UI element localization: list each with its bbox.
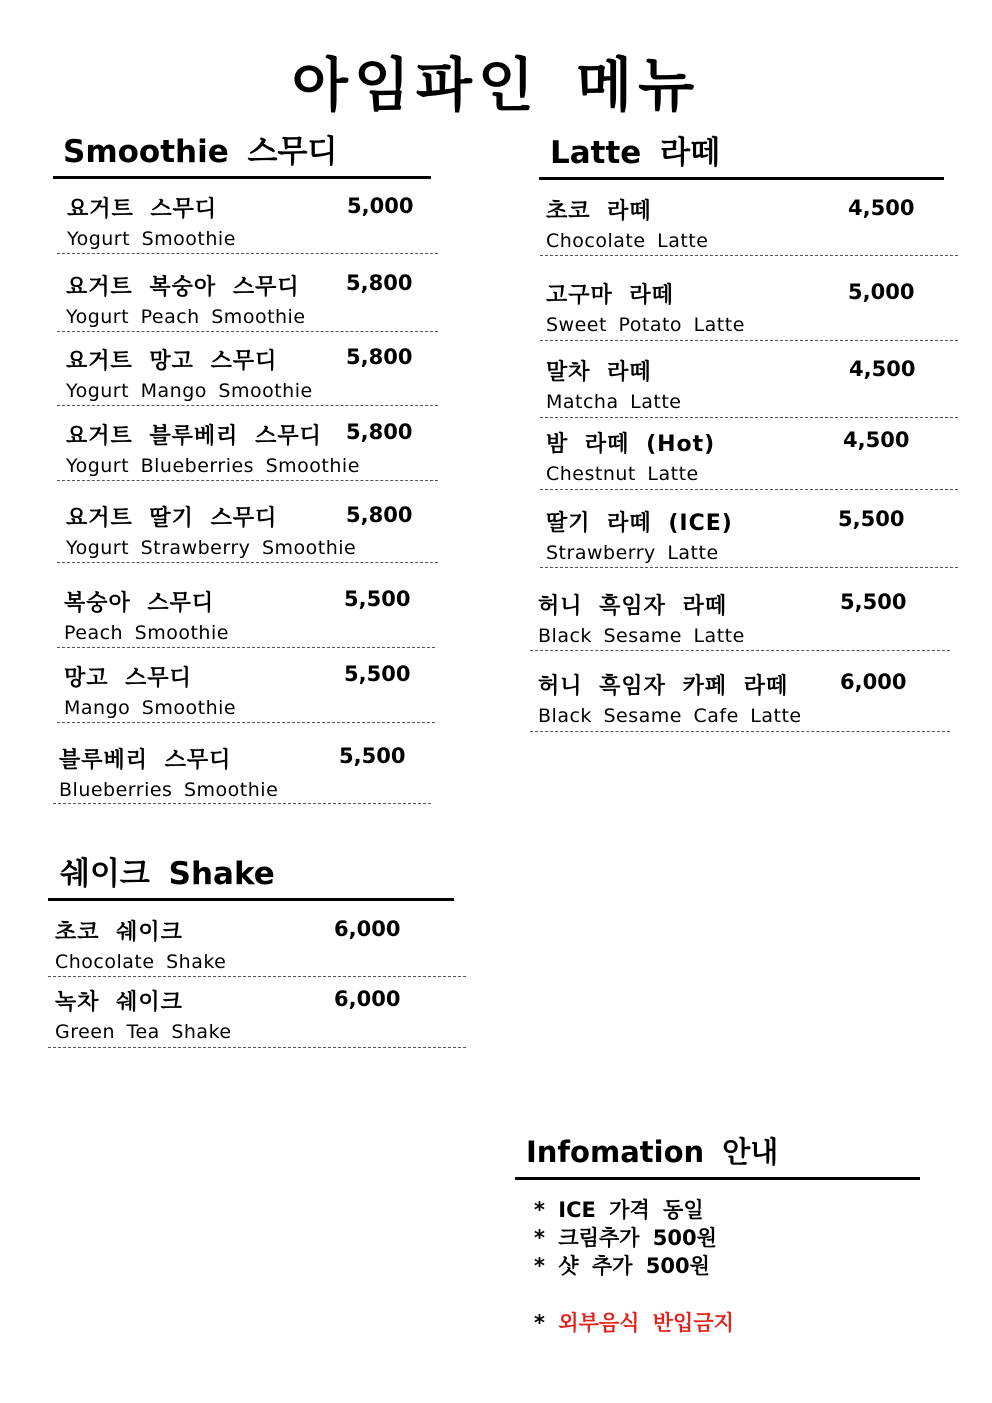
item-name-en: Chestnut Latte bbox=[546, 463, 699, 485]
info-line bbox=[534, 1194, 704, 1224]
dotted-divider bbox=[48, 976, 466, 977]
item-price: 4,500 bbox=[849, 357, 916, 381]
item-name-ko: 녹차 쉐이크 bbox=[55, 990, 183, 1015]
dotted-divider bbox=[57, 405, 438, 406]
item-price: 5,500 bbox=[339, 744, 406, 768]
menu-item bbox=[546, 278, 745, 336]
bullet: * bbox=[534, 1198, 545, 1222]
menu-item bbox=[538, 669, 802, 727]
latte-heading-rule bbox=[539, 177, 944, 180]
menu-item bbox=[67, 192, 236, 250]
item-name-ko: 딸기 라떼 (ICE) bbox=[546, 511, 733, 536]
item-name-en: Black Sesame Cafe Latte bbox=[538, 705, 802, 727]
info-text: 크림추가 500원 bbox=[558, 1226, 717, 1250]
item-name-en: Blueberries Smoothie bbox=[59, 779, 279, 801]
menu-item bbox=[546, 506, 733, 564]
bullet: * bbox=[534, 1226, 545, 1250]
menu-item bbox=[546, 427, 715, 485]
item-name-ko: 허니 흑임자 카페 라떼 bbox=[538, 674, 789, 699]
item-name-ko: 요거트 스무디 bbox=[67, 197, 218, 222]
info-line bbox=[534, 1250, 710, 1280]
info-warning bbox=[534, 1307, 734, 1337]
shake-heading-rule bbox=[48, 898, 454, 901]
item-name-ko: 복숭아 스무디 bbox=[64, 591, 215, 616]
item-price: 5,500 bbox=[344, 587, 411, 611]
item-name-en: Sweet Potato Latte bbox=[546, 314, 745, 336]
menu-item bbox=[64, 661, 236, 719]
info-text: 샷 추가 500원 bbox=[558, 1254, 710, 1278]
item-name-ko: 망고 스무디 bbox=[64, 666, 192, 691]
item-price: 4,500 bbox=[848, 196, 915, 220]
item-name-ko: 블루베리 스무디 bbox=[59, 748, 232, 773]
item-name-ko: 허니 흑임자 라떼 bbox=[538, 594, 728, 619]
menu-item bbox=[55, 915, 226, 973]
dotted-divider bbox=[57, 722, 435, 723]
dotted-divider bbox=[540, 489, 958, 490]
dotted-divider bbox=[530, 650, 950, 651]
menu-item bbox=[66, 270, 306, 328]
menu-item bbox=[546, 355, 681, 413]
item-name-ko: 요거트 딸기 스무디 bbox=[66, 506, 278, 531]
item-name-en: Mango Smoothie bbox=[64, 697, 237, 719]
item-price: 5,500 bbox=[838, 507, 905, 531]
page-title: 아임파인 메뉴 bbox=[291, 51, 701, 119]
item-price: 5,800 bbox=[346, 420, 413, 444]
menu-item bbox=[66, 344, 313, 402]
item-price: 5,800 bbox=[346, 345, 413, 369]
menu-item bbox=[546, 194, 708, 252]
item-name-ko: 요거트 망고 스무디 bbox=[66, 349, 278, 374]
item-price: 5,000 bbox=[848, 280, 915, 304]
menu-item bbox=[66, 501, 356, 559]
item-name-en: Yogurt Blueberries Smoothie bbox=[66, 455, 360, 477]
smoothie-heading-rule bbox=[53, 176, 431, 179]
item-name-en: Matcha Latte bbox=[546, 391, 682, 413]
info-heading: Infomation 안내 bbox=[526, 1135, 779, 1169]
menu-item bbox=[55, 985, 232, 1043]
dotted-divider bbox=[48, 1047, 466, 1048]
warning-text: 외부음식 반입금지 bbox=[558, 1311, 734, 1335]
item-name-ko: 고구마 라떼 bbox=[546, 283, 674, 308]
dotted-divider bbox=[53, 803, 431, 804]
item-name-ko: 초코 라떼 bbox=[546, 199, 652, 224]
item-name-en: Yogurt Peach Smoothie bbox=[66, 306, 306, 328]
item-name-en: Black Sesame Latte bbox=[538, 625, 745, 647]
dotted-divider bbox=[57, 253, 438, 254]
dotted-divider bbox=[540, 567, 958, 568]
item-name-ko: 밤 라떼 (Hot) bbox=[546, 432, 716, 457]
item-price: 6,000 bbox=[334, 987, 401, 1011]
item-price: 6,000 bbox=[840, 670, 907, 694]
shake-heading: 쉐이크 Shake bbox=[60, 856, 275, 892]
bullet: * bbox=[534, 1254, 545, 1278]
item-name-en: Chocolate Latte bbox=[546, 230, 709, 252]
info-text: ICE 가격 동일 bbox=[558, 1198, 704, 1222]
item-name-en: Green Tea Shake bbox=[55, 1021, 232, 1043]
item-name-ko: 요거트 복숭아 스무디 bbox=[66, 275, 300, 300]
item-price: 5,800 bbox=[346, 503, 413, 527]
dotted-divider bbox=[540, 417, 958, 418]
item-name-en: Yogurt Strawberry Smoothie bbox=[66, 537, 357, 559]
dotted-divider bbox=[57, 647, 435, 648]
dotted-divider bbox=[57, 480, 438, 481]
item-name-ko: 요거트 블루베리 스무디 bbox=[66, 424, 322, 449]
item-price: 5,800 bbox=[346, 271, 413, 295]
item-name-en: Strawberry Latte bbox=[546, 542, 719, 564]
item-price: 5,500 bbox=[840, 590, 907, 614]
item-name-en: Yogurt Smoothie bbox=[67, 228, 236, 250]
dotted-divider bbox=[530, 731, 950, 732]
item-name-en: Yogurt Mango Smoothie bbox=[66, 380, 313, 402]
menu-item bbox=[59, 743, 278, 801]
latte-heading: Latte 라떼 bbox=[550, 135, 721, 171]
item-price: 6,000 bbox=[334, 917, 401, 941]
item-price: 5,500 bbox=[344, 662, 411, 686]
menu-item bbox=[538, 589, 745, 647]
dotted-divider bbox=[57, 562, 438, 563]
item-name-ko: 말차 라떼 bbox=[546, 360, 652, 385]
bullet: * bbox=[534, 1311, 545, 1335]
info-line bbox=[534, 1222, 717, 1252]
dotted-divider bbox=[540, 255, 958, 256]
info-heading-rule bbox=[515, 1177, 920, 1180]
item-name-ko: 초코 쉐이크 bbox=[55, 920, 183, 945]
menu-item bbox=[64, 586, 229, 644]
item-name-en: Chocolate Shake bbox=[55, 951, 227, 973]
item-name-en: Peach Smoothie bbox=[64, 622, 229, 644]
smoothie-heading: Smoothie 스무디 bbox=[63, 134, 338, 170]
dotted-divider bbox=[540, 340, 958, 341]
item-price: 4,500 bbox=[843, 428, 910, 452]
item-price: 5,000 bbox=[347, 194, 414, 218]
dotted-divider bbox=[57, 331, 438, 332]
menu-item bbox=[66, 419, 360, 477]
